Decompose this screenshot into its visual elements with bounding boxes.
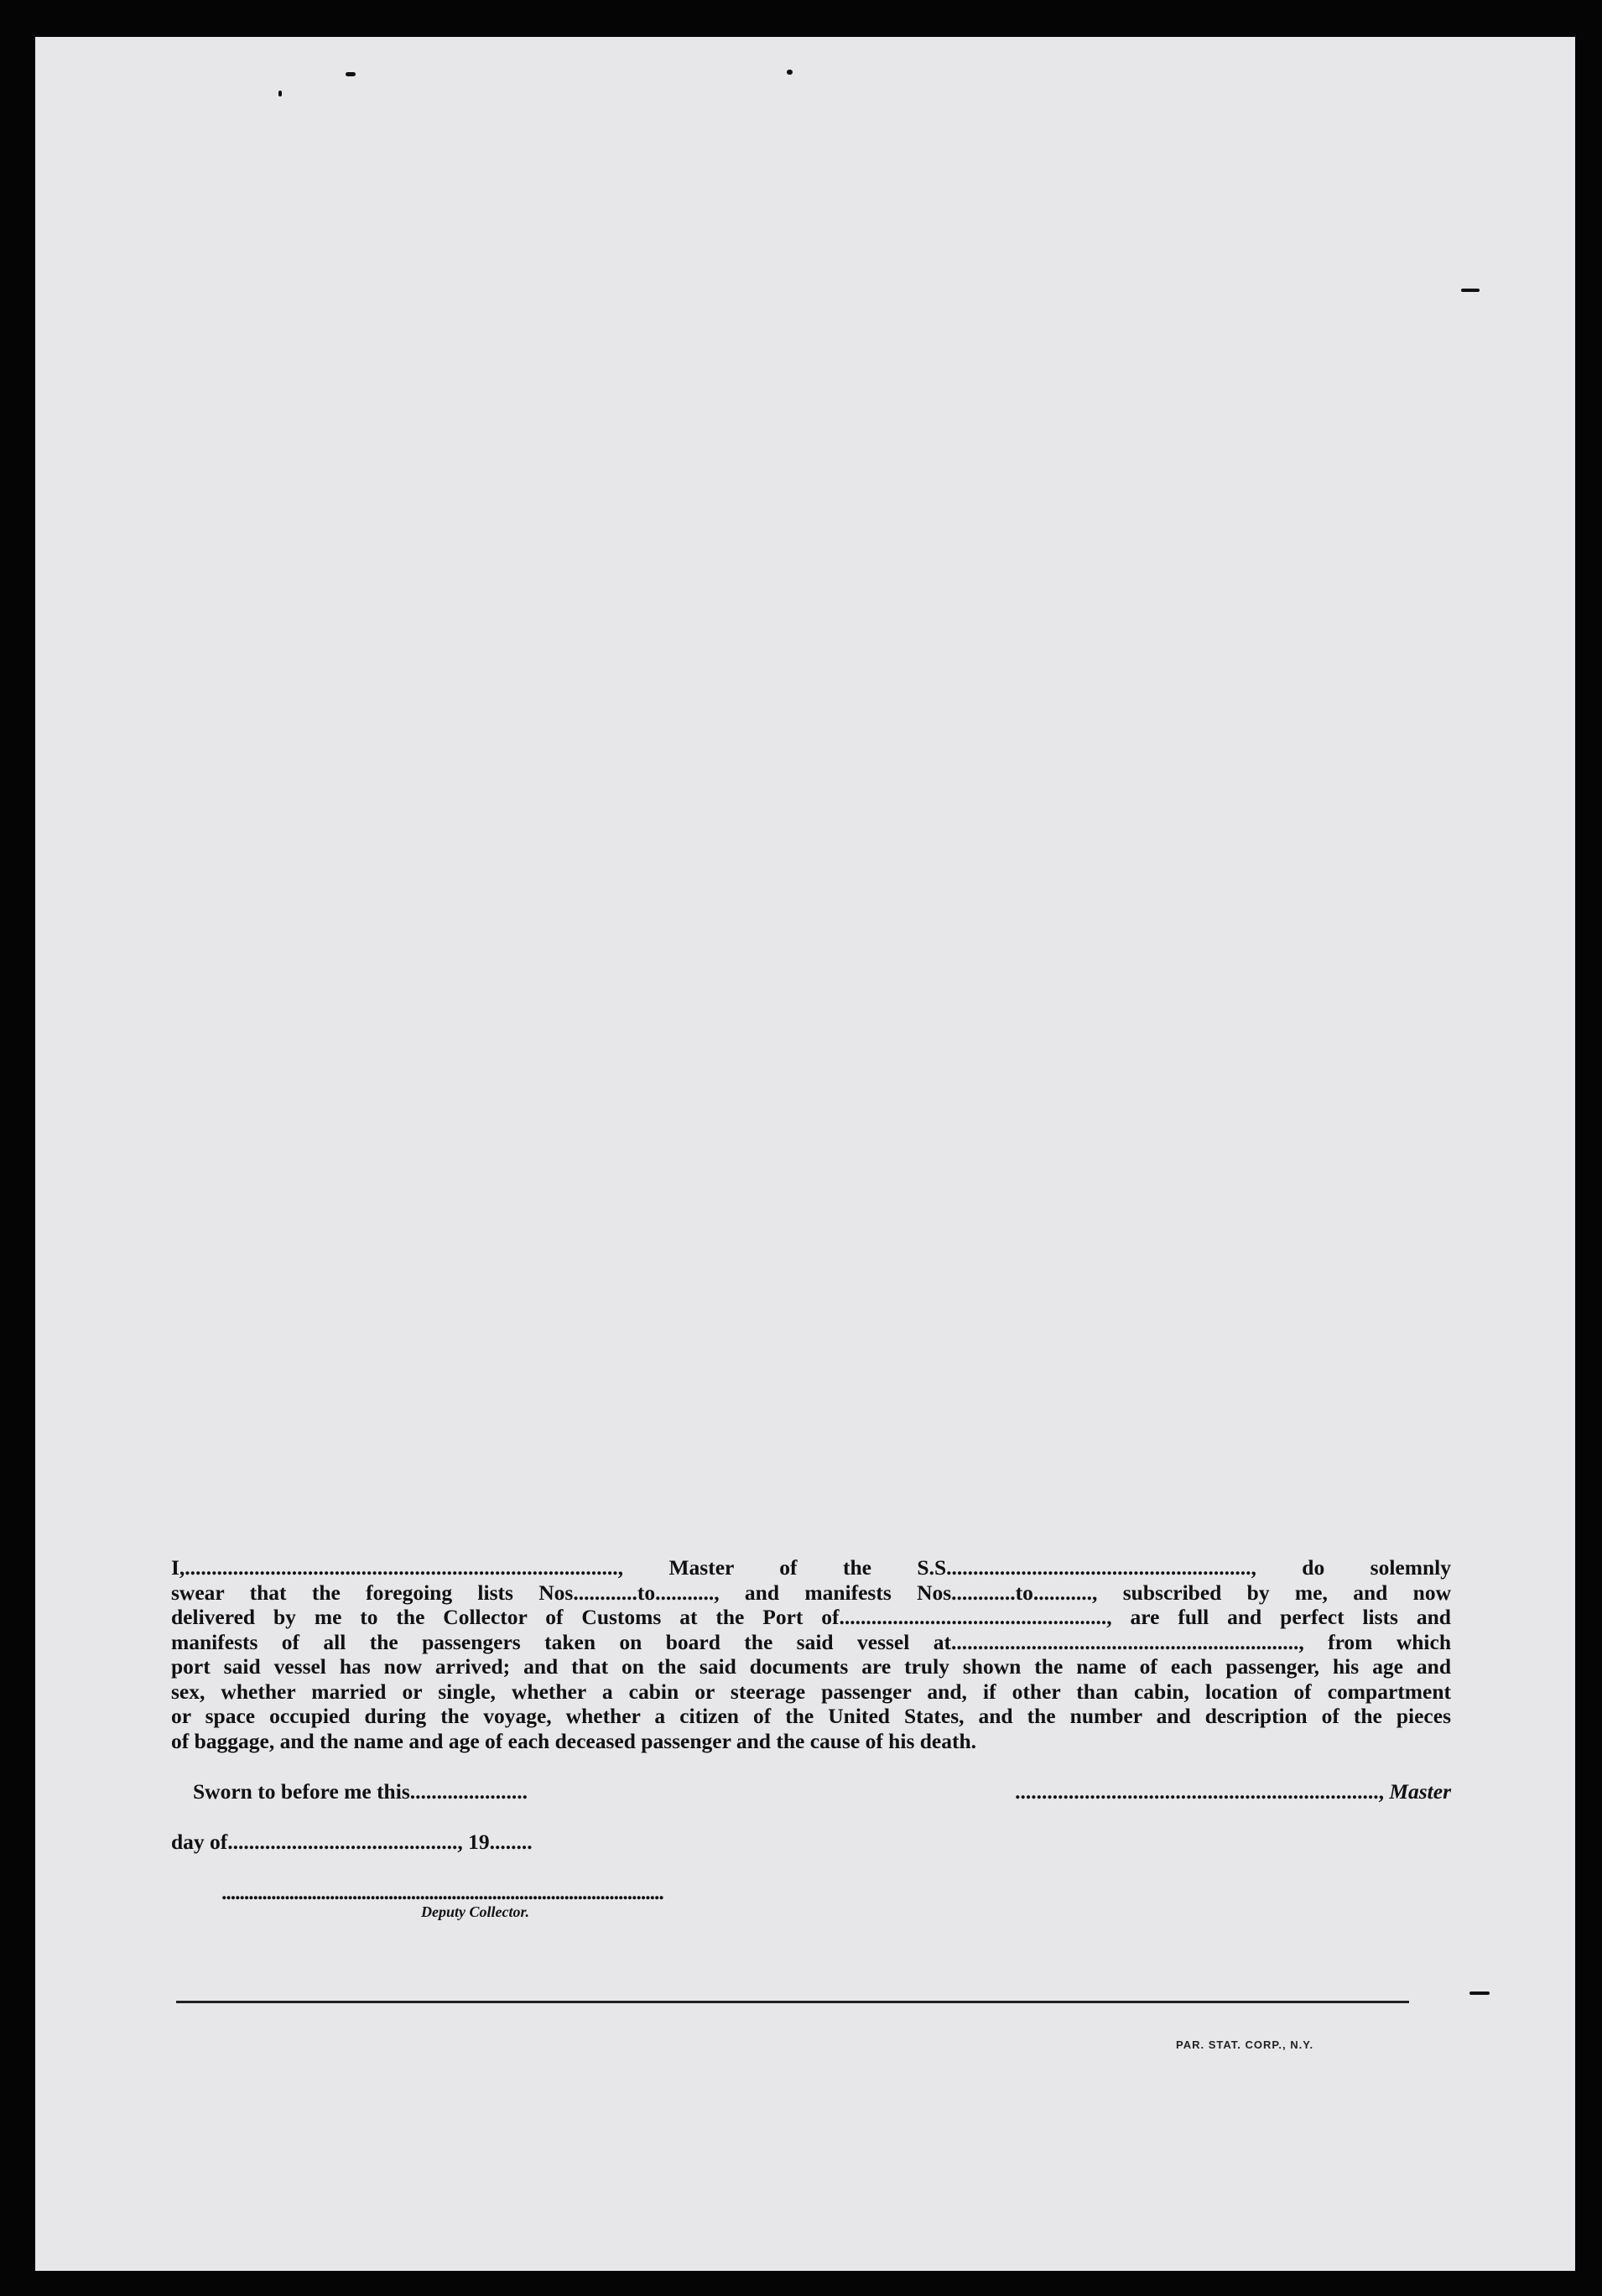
oath-paragraph	[171, 1555, 1451, 1753]
oath-line: I,................................................................................., Master of the S.S........................................................., do solemnly	[171, 1555, 1451, 1580]
scan-mark	[787, 70, 793, 75]
printer-imprint: PAR. STAT. CORP., N.Y.	[1176, 2038, 1314, 2051]
oath-line: swear that the foregoing lists Nos............to..........., and manifests Nos............to..........., subscribed by me, and now	[171, 1580, 1451, 1605]
document-page	[35, 37, 1575, 2271]
master-signature-line	[908, 1779, 1451, 1804]
deputy-collector-label: Deputy Collector.	[421, 1903, 529, 1920]
scan-mark	[1461, 289, 1480, 292]
master-dots: ....................................................................,	[1015, 1779, 1384, 1804]
sworn-before-line: Sworn to before me this......................	[193, 1779, 528, 1804]
bottom-rule	[176, 2001, 1409, 2003]
scan-mark	[1469, 1991, 1490, 1995]
oath-line: manifests of all the passengers taken on board the said vessel at................................................................., from which	[171, 1629, 1451, 1654]
oath-line: sex, whether married or single, whether a cabin or steerage passenger and, if other than cabin, location of compartment	[171, 1679, 1451, 1704]
oath-line: of baggage, and the name and age of each deceased passenger and the cause of his death.	[171, 1728, 977, 1753]
oath-line: delivered by me to the Collector of Customs at the Port of.................................................., are full and perfect lists and	[171, 1605, 1451, 1629]
oath-line: or space occupied during the voyage, whether a citizen of the United States, and the number and description of the pieces	[171, 1704, 1451, 1728]
scan-mark	[346, 72, 356, 76]
day-of-line: day of..........................................., 19........	[171, 1830, 533, 1854]
master-label: Master	[1389, 1779, 1451, 1804]
scan-mark	[278, 91, 282, 96]
deputy-signature-dots: ..................................................................................................	[221, 1880, 663, 1904]
oath-line: port said vessel has now arrived; and that on the said documents are truly shown the name of each passenger, his age and	[171, 1654, 1451, 1679]
